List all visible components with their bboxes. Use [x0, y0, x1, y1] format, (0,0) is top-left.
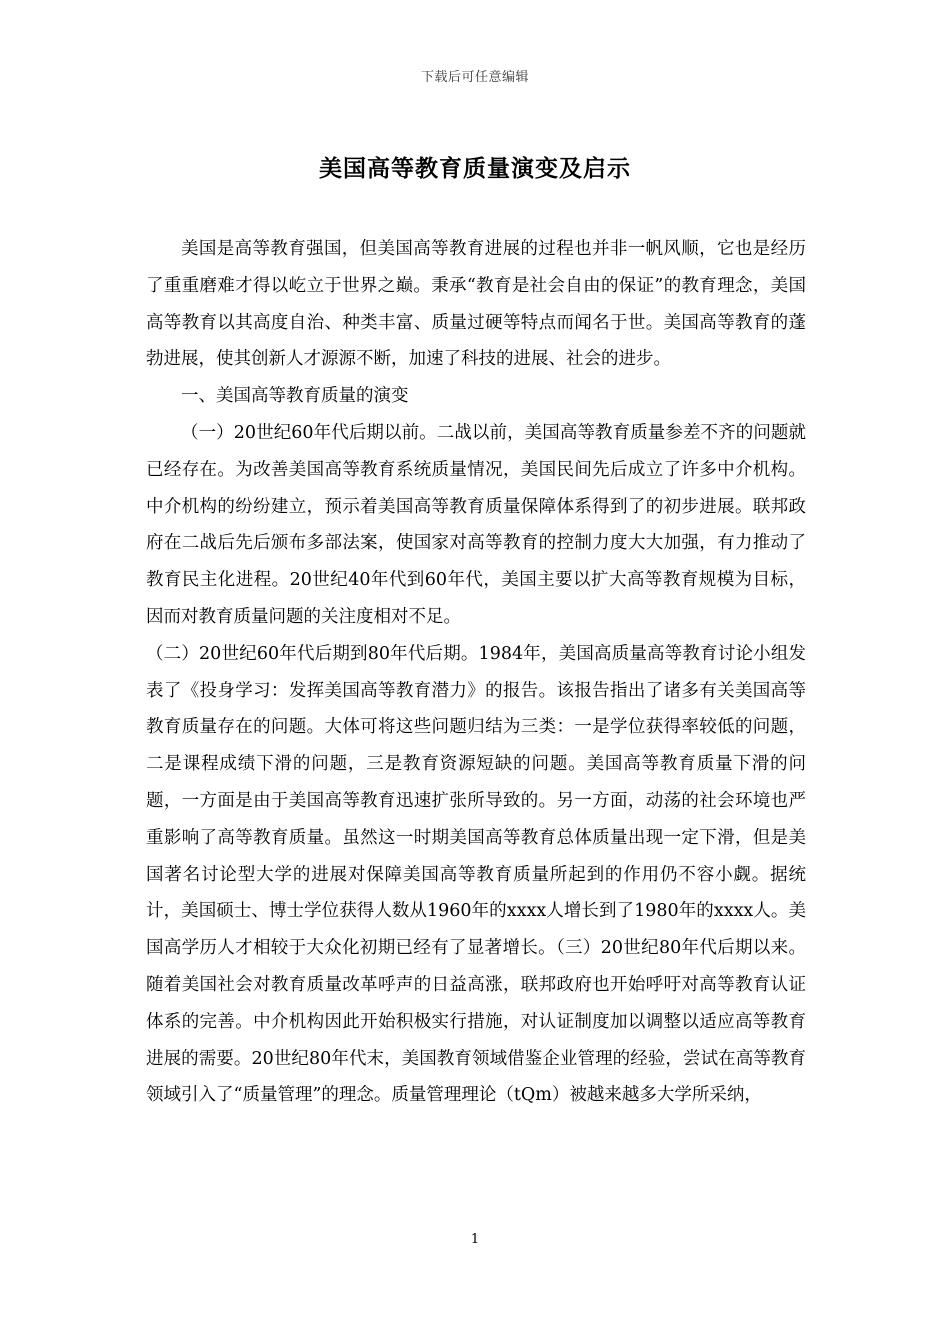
paragraph-period-one: （一）20世纪60年代后期以前。二战以前，美国高等教育质量参差不齐的问题就已经存在。为改善美国高等教育系统质量情况，美国民间先后成立了许多中介机构。中介机构的纷纷建立，预示着美国高等教育质量保障体系得到了的初步进展。联邦政府在二战后先后颁布多部法案，使国家对高等教育的控制力度大大加强，有力推动了教育民主化进程。20世纪40年代到60年代，美国主要以扩大高等教育规模为目标，因而对教育质量问题的关注度相对不足。: [146, 422, 806, 627]
paragraph-intro: 美国是高等教育强国，但美国高等教育进展的过程也并非一帆风顺，它也是经历了重重磨难才得以屹立于世界之巅。秉承“教育是社会自由的保证”的教育理念，美国高等教育以其高度自治、种类丰富、质量过硬等特点而闻名于世。美国高等教育的蓬勃进展，使其创新人才源源不断，加速了科技的进展、社会的进步。: [146, 239, 806, 370]
paragraph-period-two-three: （二）20世纪60年代后期到80年代后期。1984年，美国高质量高等教育讨论小组发表了《投身学习：发挥美国高等教育潜力》的报告。该报告指出了诸多有关美国高等教育质量存在的问题。大体可将这些问题归结为三类：一是学位获得率较低的问题，二是课程成绩下滑的问题，三是教育资源短缺的问题。美国高等教育质量下滑的问题，一方面是由于美国高等教育迅速扩张所导致的。另一方面，动荡的社会环境也严重影响了高等教育质量。虽然这一时期美国高等教育总体质量出现一定下滑，但是美国著名讨论型大学的进展对保障美国高等教育质量所起到的作用仍不容小觑。据统计，美国硕士、博士学位获得人数从1960年的xxxx人增长到了1980年的xxxx人。美国高学历人才相较于大众化初期已经有了显著增长。（三）20世纪80年代后期以来。随着美国社会对教育质量改革呼声的日益高涨，联邦政府也开始呼吁对高等教育认证体系的完善。中介机构因此开始积极实行措施，对认证制度加以调整以适应高等教育进展的需要。20世纪80年代末，美国教育领域借鉴企业管理的经验，尝试在高等教育领域引入了“质量管理”的理念。质量管理理论（tQm）被越来越多大学所采纳，: [146, 643, 806, 1106]
section-heading: 一、美国高等教育质量的演变: [181, 386, 409, 407]
document-body: [146, 231, 806, 1114]
page-number: 1: [470, 1232, 480, 1247]
header-note: 下载后可任意编辑: [420, 70, 529, 85]
document-title: 美国高等教育质量演变及启示: [319, 155, 631, 182]
